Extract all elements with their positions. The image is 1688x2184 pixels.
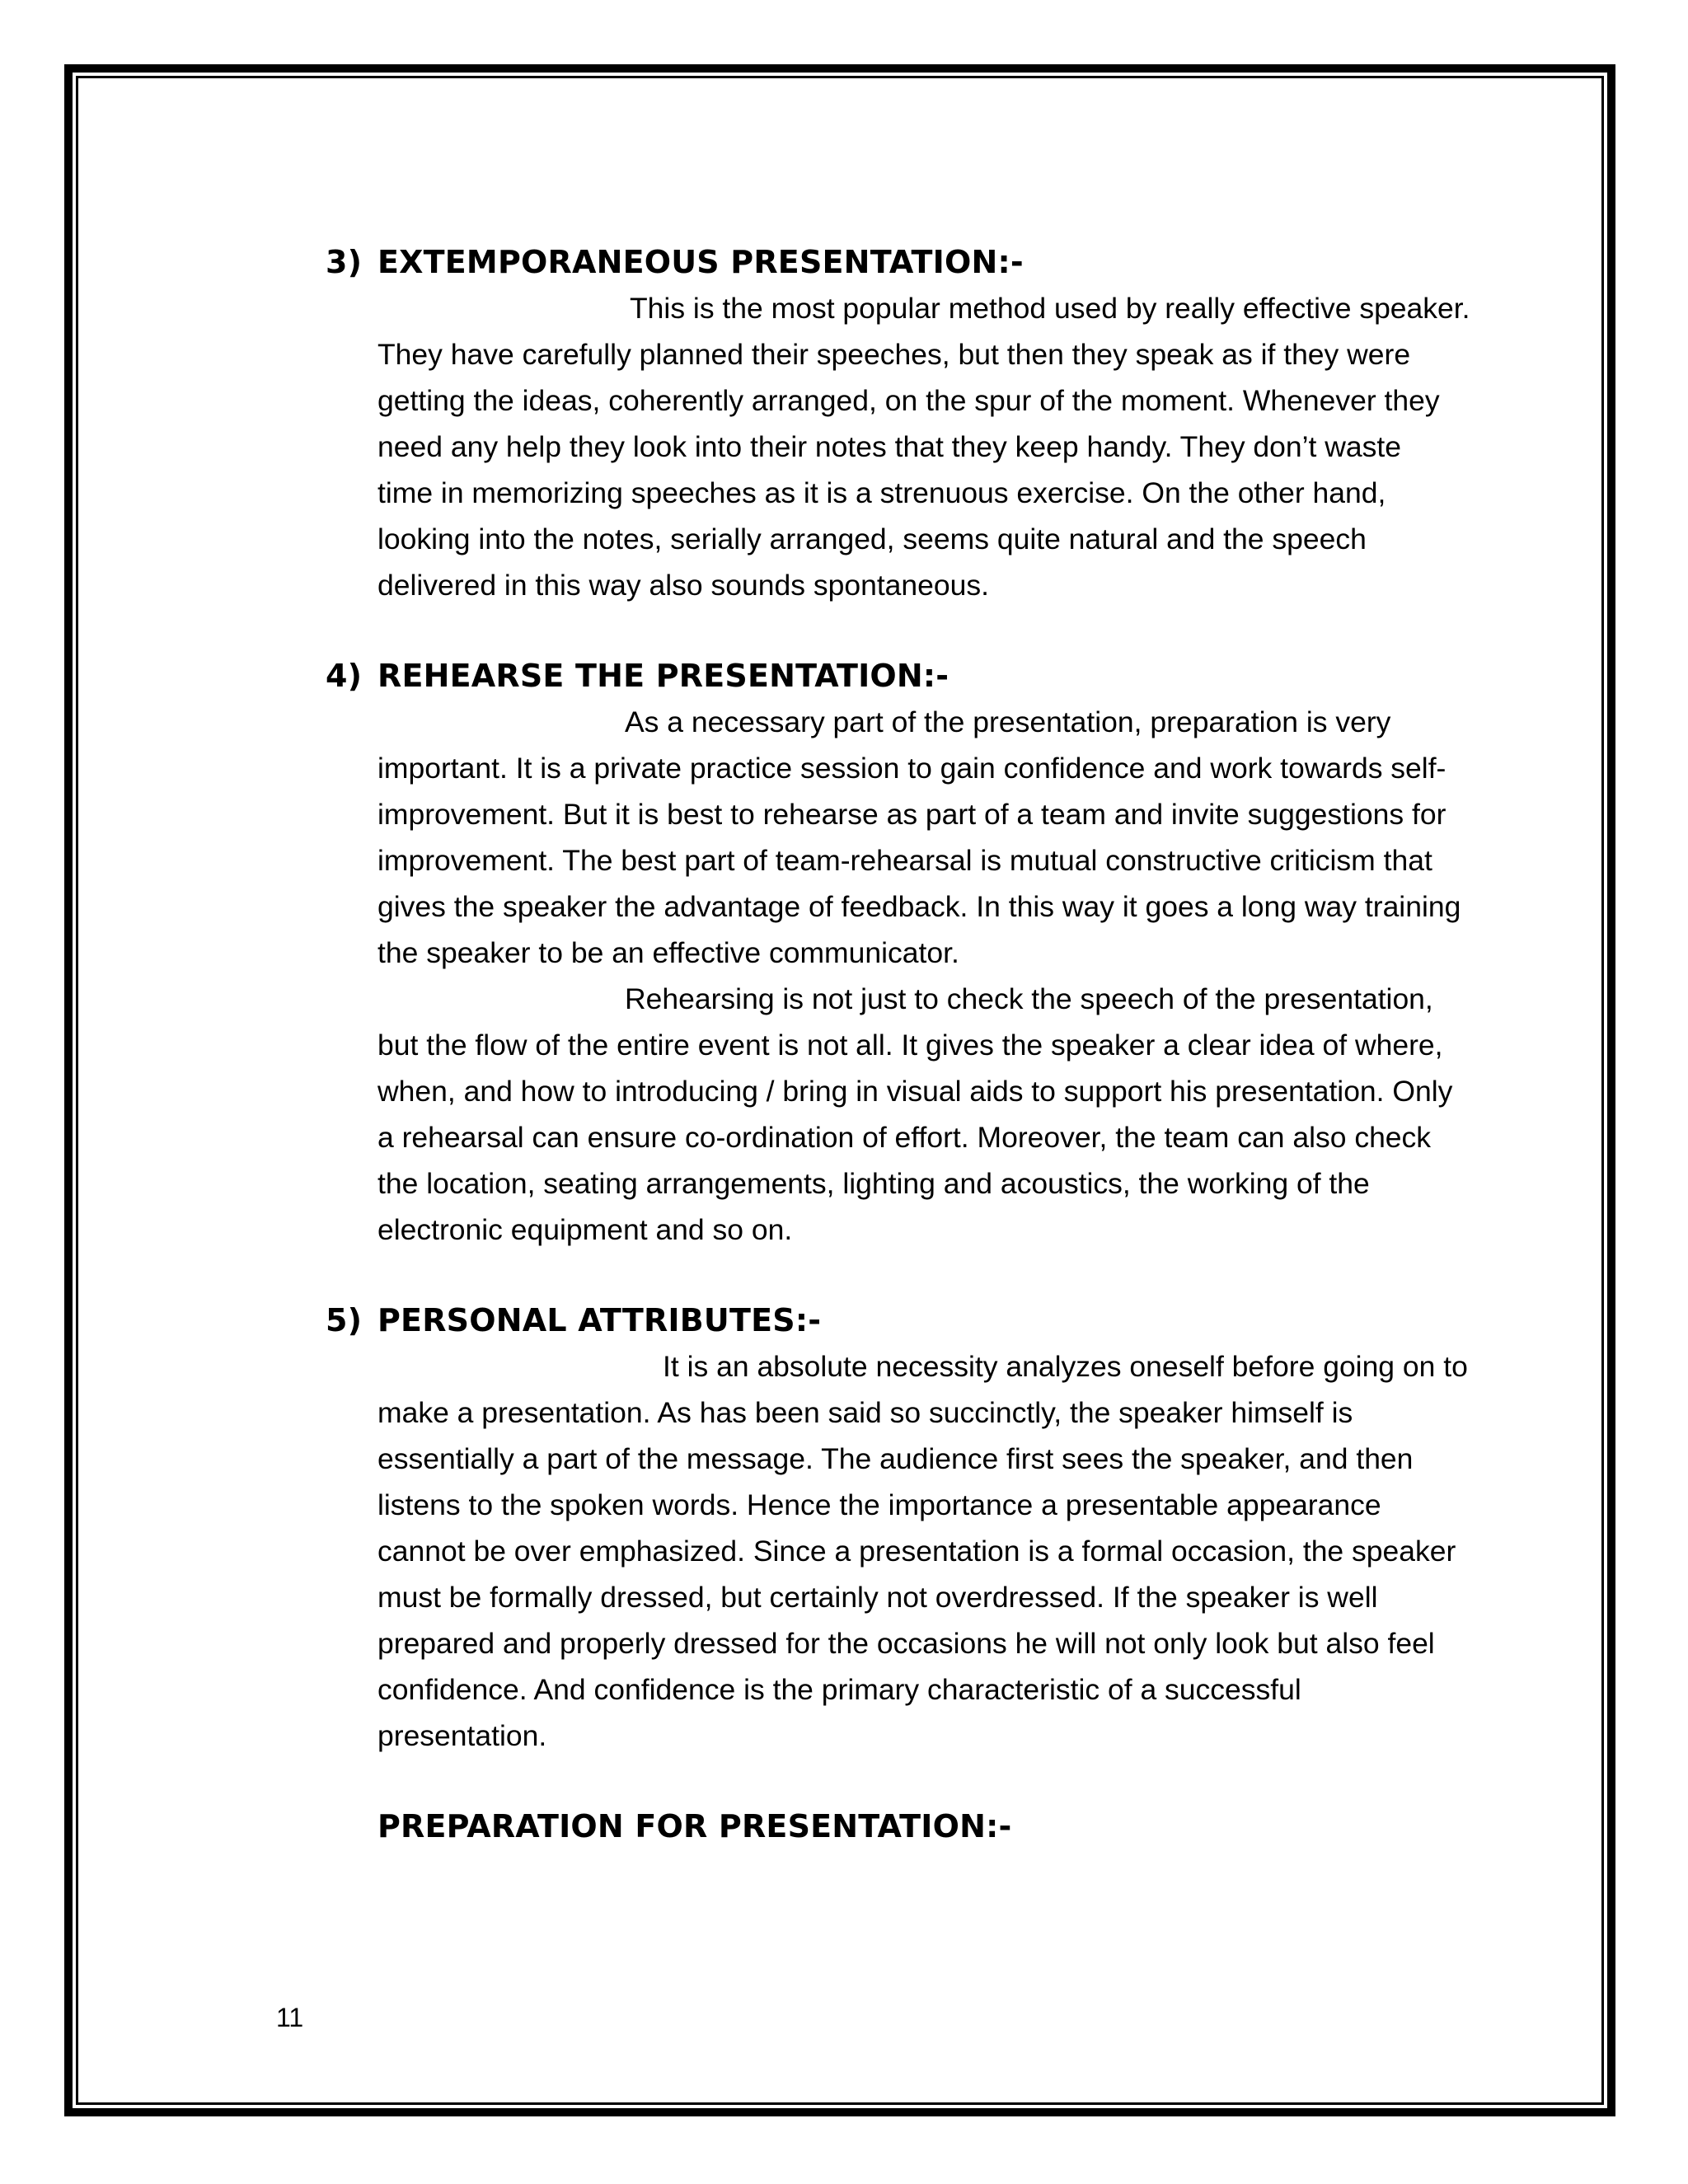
text-line: important. It is a private practice session to gain confidence and work towards self- — [377, 752, 1447, 785]
text-line: Rehearsing is not just to check the speech of the presentation, — [625, 982, 1433, 1015]
text-line: but the flow of the entire event is not all. It gives the speaker a clear idea of where, — [377, 1029, 1443, 1062]
section-rehearse-the-presentation — [326, 653, 1545, 1253]
text-line: improvement. The best part of team-rehearsal is mutual constructive criticism that — [377, 844, 1432, 877]
text-line: prepared and properly dressed for the occasions he will not only look but also feel — [377, 1627, 1435, 1660]
text-line: delivered in this way also sounds spontaneous. — [377, 569, 990, 602]
section-personal-attributes — [326, 1297, 1545, 1759]
text-line: cannot be over emphasized. Since a presentation is a formal occasion, the speaker — [377, 1535, 1456, 1568]
text-line: make a presentation. As has been said so succinctly, the speaker himself is — [377, 1396, 1353, 1429]
section-paragraph — [326, 699, 1545, 1253]
text-line: need any help they look into their notes that they keep handy. They don’t waste — [377, 430, 1402, 463]
section-title: EXTEMPORANEOUS PRESENTATION:- — [377, 244, 1024, 280]
text-line: essentially a part of the message. The audience first sees the speaker, and then — [377, 1442, 1414, 1475]
text-line: must be formally dressed, but certainly not overdressed. If the speaker is well — [377, 1581, 1378, 1614]
text-line: gives the speaker the advantage of feedback. In this way it goes a long way training — [377, 890, 1461, 923]
text-line: the location, seating arrangements, lighting and acoustics, the working of the — [377, 1167, 1370, 1200]
final-heading — [326, 1803, 1545, 1849]
section-number: 5) — [326, 1302, 363, 1338]
section-heading — [326, 239, 1545, 285]
section-number: 4) — [326, 658, 363, 694]
section-heading — [326, 653, 1545, 699]
page-number: 11 — [276, 2003, 304, 2032]
section-title: PERSONAL ATTRIBUTES:- — [377, 1302, 822, 1338]
section-title: REHEARSE THE PRESENTATION:- — [377, 658, 950, 694]
text-line: As a necessary part of the presentation, preparation is very — [625, 705, 1391, 738]
section-heading — [326, 1297, 1545, 1343]
text-line: They have carefully planned their speeches, but then they speak as if they were — [377, 338, 1411, 371]
text-line: improvement. But it is best to rehearse as part of a team and invite suggestions for — [377, 798, 1447, 831]
final-heading-text: PREPARATION FOR PRESENTATION:- — [377, 1808, 1012, 1844]
text-line: looking into the notes, serially arranged, seems quite natural and the speech — [377, 523, 1367, 555]
text-line: when, and how to introducing / bring in visual aids to support his presentation. Only — [377, 1075, 1453, 1108]
text-line: It is an absolute necessity analyzes oneself before going on to — [663, 1350, 1468, 1383]
section-paragraph — [326, 1343, 1545, 1759]
text-line: confidence. And confidence is the primary characteristic of a successful — [377, 1673, 1301, 1706]
section-paragraph — [326, 285, 1545, 608]
text-line: This is the most popular method used by really effective speaker. — [630, 292, 1470, 325]
text-line: listens to the spoken words. Hence the importance a presentable appearance — [377, 1488, 1381, 1521]
page-content — [326, 239, 1545, 1849]
section-extemporaneous-presentation — [326, 239, 1545, 608]
text-line: getting the ideas, coherently arranged, on the spur of the moment. Whenever they — [377, 384, 1440, 417]
text-line: presentation. — [377, 1719, 547, 1752]
text-line: time in memorizing speeches as it is a strenuous exercise. On the other hand, — [377, 476, 1386, 509]
text-line: a rehearsal can ensure co-ordination of effort. Moreover, the team can also check — [377, 1121, 1432, 1154]
text-line: the speaker to be an effective communicator. — [377, 936, 959, 969]
text-line: electronic equipment and so on. — [377, 1213, 793, 1246]
section-number: 3) — [326, 244, 363, 280]
